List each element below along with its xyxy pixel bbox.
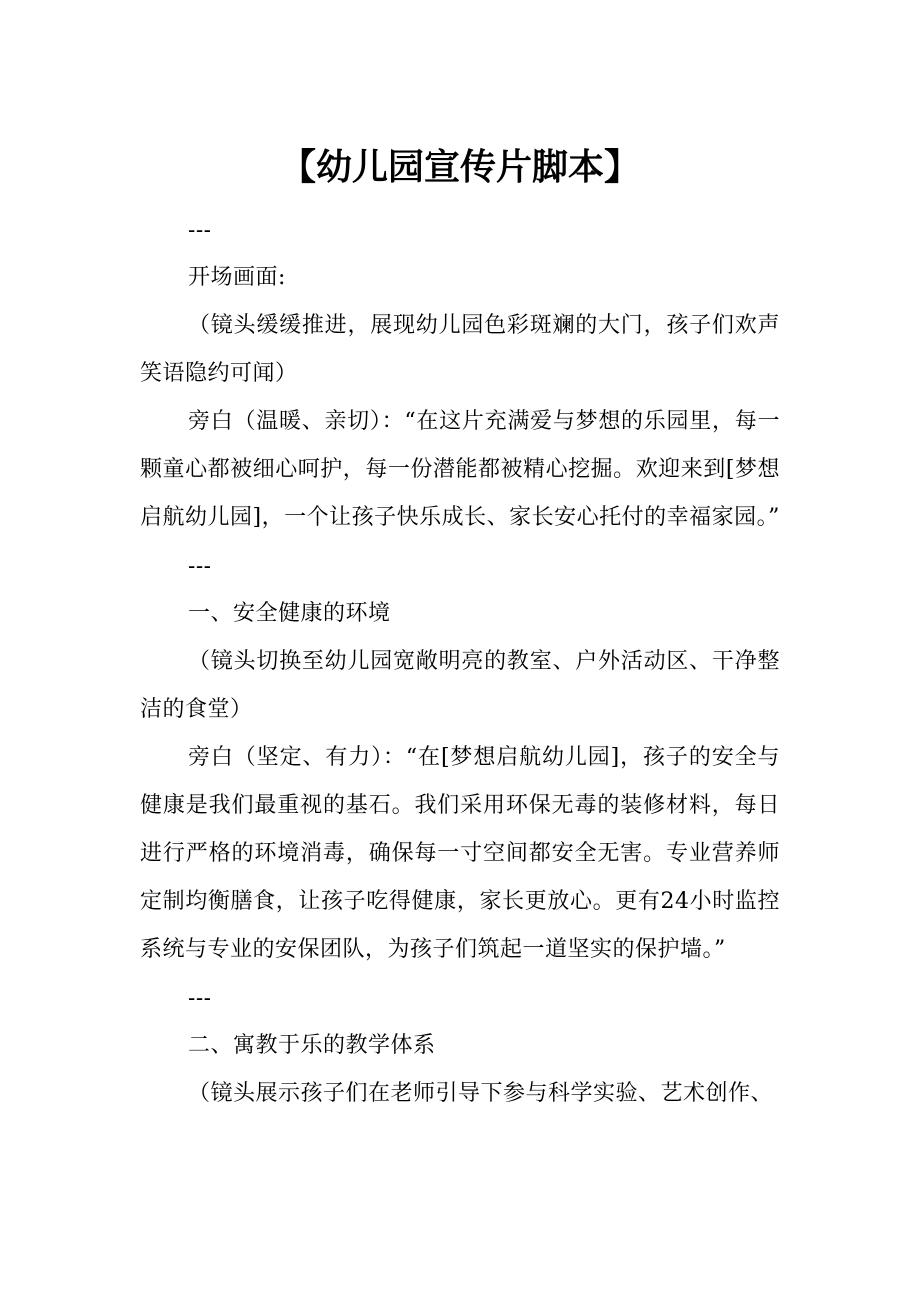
section-heading-opening: 开场画面: (188, 265, 286, 290)
section-heading-teaching: 二、寓教于乐的教学体系 (188, 1033, 436, 1058)
separator-line: --- (188, 553, 212, 578)
separator-line: --- (188, 985, 212, 1010)
document-title: 【幼儿园宣传片脚本】 (279, 147, 640, 188)
document-body (140, 206, 780, 1118)
stage-direction: （镜头展示孩子们在老师引导下参与科学实验、艺术创作、 (188, 1081, 774, 1106)
section-heading-safety: 一、安全健康的环境 (188, 601, 391, 626)
separator-line: --- (188, 217, 212, 242)
narration-paragraph: 旁白（温暖、亲切）：“在这片充满爱与梦想的乐园里，每一颗童心都被细心呵护，每一份潜能都被精心挖掘。欢迎来到[梦想启航幼儿园]，一个让孩子快乐成长、家长安心托付的幸福家园。” (140, 409, 780, 530)
stage-direction: （镜头缓缓推进，展现幼儿园色彩斑斓的大门，孩子们欢声笑语隐约可闻） (140, 313, 780, 386)
stage-direction: （镜头切换至幼儿园宽敞明亮的教室、户外活动区、干净整洁的食堂） (140, 649, 780, 722)
narration-paragraph: 旁白（坚定、有力）：“在[梦想启航幼儿园]，孩子的安全与健康是我们最重视的基石。我们采用环保无毒的装修材料，每日进行严格的环境消毒，确保每一寸空间都安全无害。专业营养师定制均衡膳食，让孩子吃得健康，家长更放心。更有24小时监控系统与专业的安保团队，为孩子们筑起一道坚实的保护墙。” (140, 745, 780, 962)
